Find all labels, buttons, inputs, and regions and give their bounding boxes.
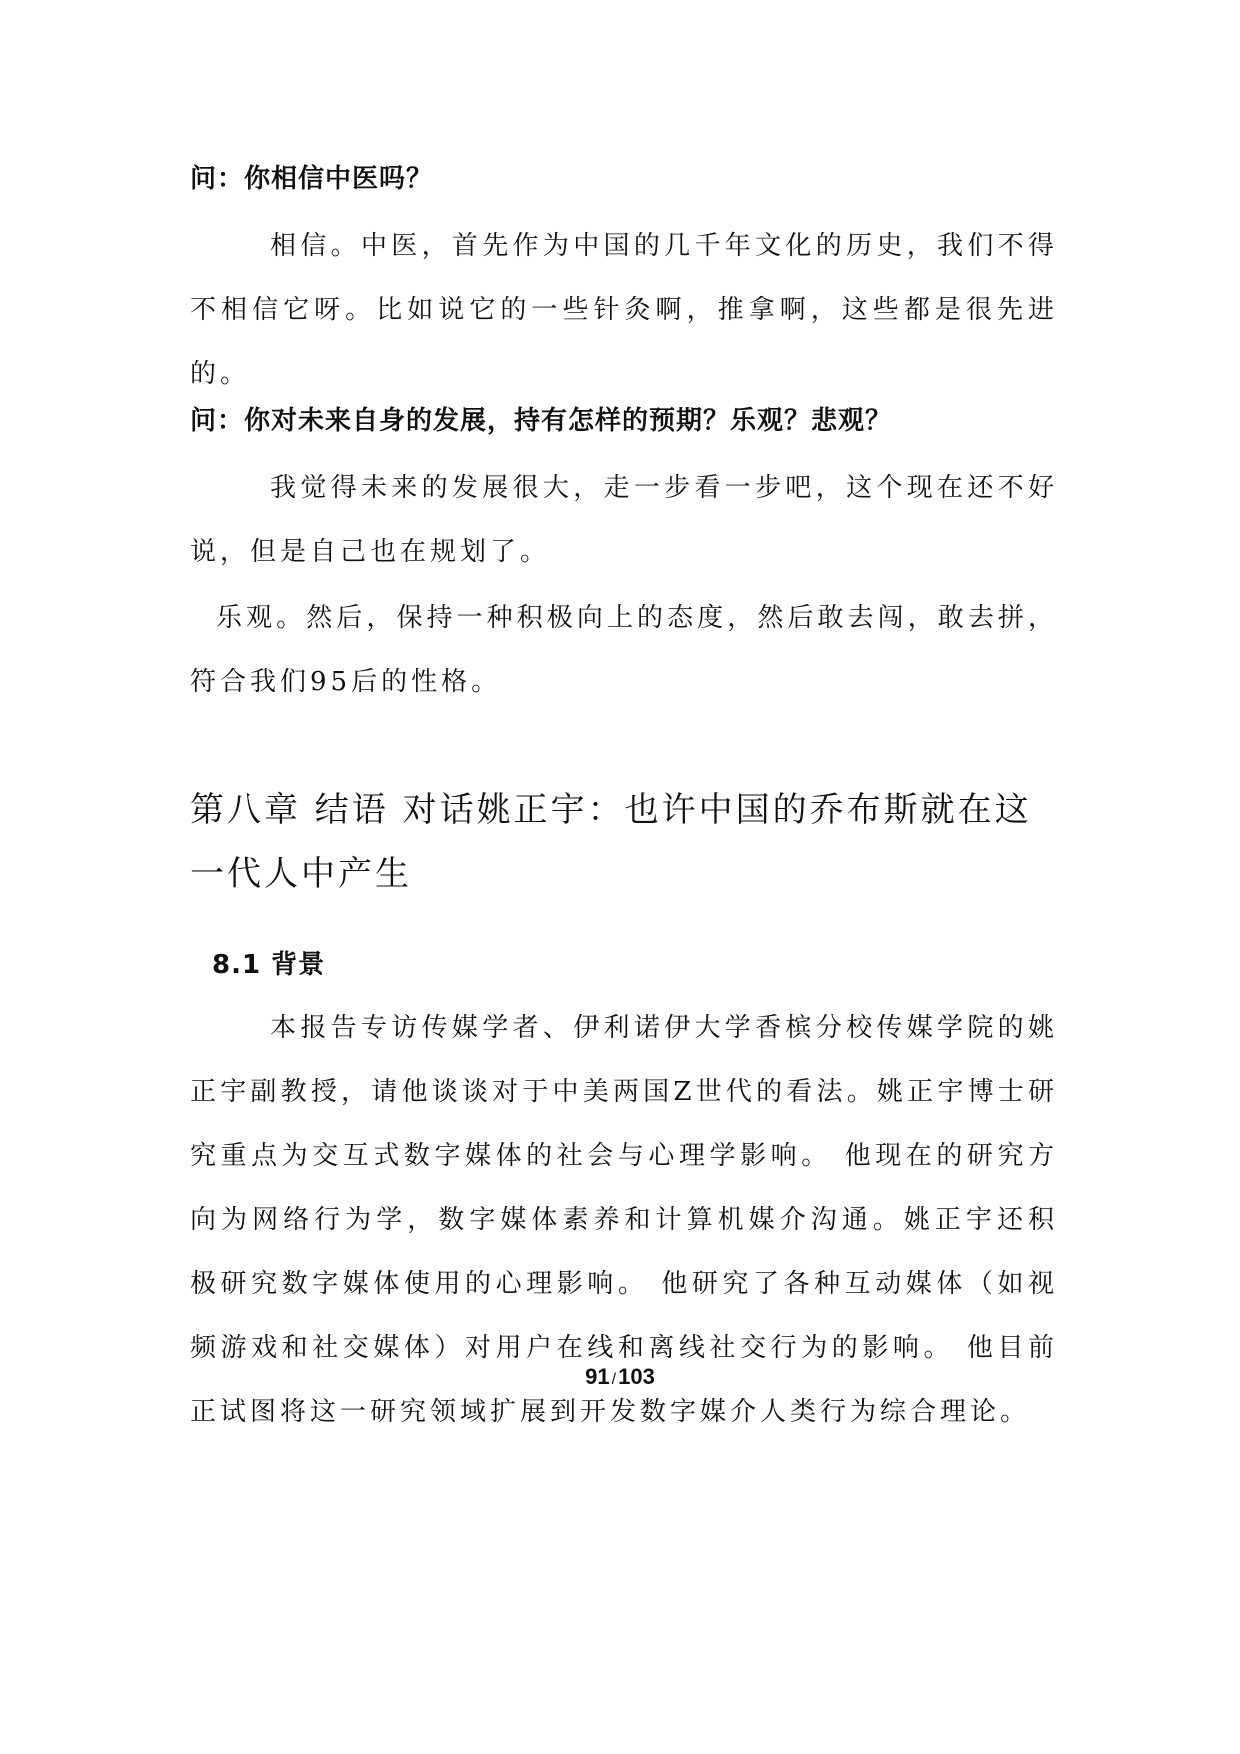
section-title: 8.1 背景: [212, 950, 326, 980]
chapter-title: 第八章 结语 对话姚正宇：也许中国的乔布斯就在这一代人中产生: [190, 790, 1032, 894]
question-heading: 问：你相信中医吗？: [190, 164, 434, 194]
current-page-number: 91: [585, 1364, 610, 1389]
page-number: [0, 1364, 1240, 1390]
page-separator: /: [611, 1371, 617, 1388]
body-paragraph: 本报告专访传媒学者、伊利诺伊大学香槟分校传媒学院的姚正宇副教授，请他谈谈对于中美两国Z世代的看法。姚正宇博士研究重点为交互式数字媒体的社会与心理学影响。 他现在的研究方向为网络行为学，数字媒体素养和计算机媒介沟通。姚正宇还积极研究数字媒体使用的心理影响。 他研究了各种互动媒体（如视频游戏和社交媒体）对用户在线和离线社交行为的影响。 他目前正试图将这一研究领域扩展到开发数字媒介人类行为综合理论。: [190, 1013, 1058, 1427]
answer-paragraph: 乐观。然后，保持一种积极向上的态度，然后敢去闯，敢去拼，符合我们95后的性格。: [190, 603, 1058, 697]
total-pages-number: 103: [618, 1364, 655, 1389]
question-heading: 问：你对未来自身的发展，持有怎样的预期？乐观？悲观？: [190, 406, 893, 436]
answer-paragraph: 我觉得未来的发展很大，走一步看一步吧，这个现在还不好说，但是自己也在规划了。: [190, 473, 1058, 567]
answer-paragraph: 相信。中医，首先作为中国的几千年文化的历史，我们不得不相信它呀。比如说它的一些针灸啊，推拿啊，这些都是很先进的。: [190, 231, 1058, 389]
